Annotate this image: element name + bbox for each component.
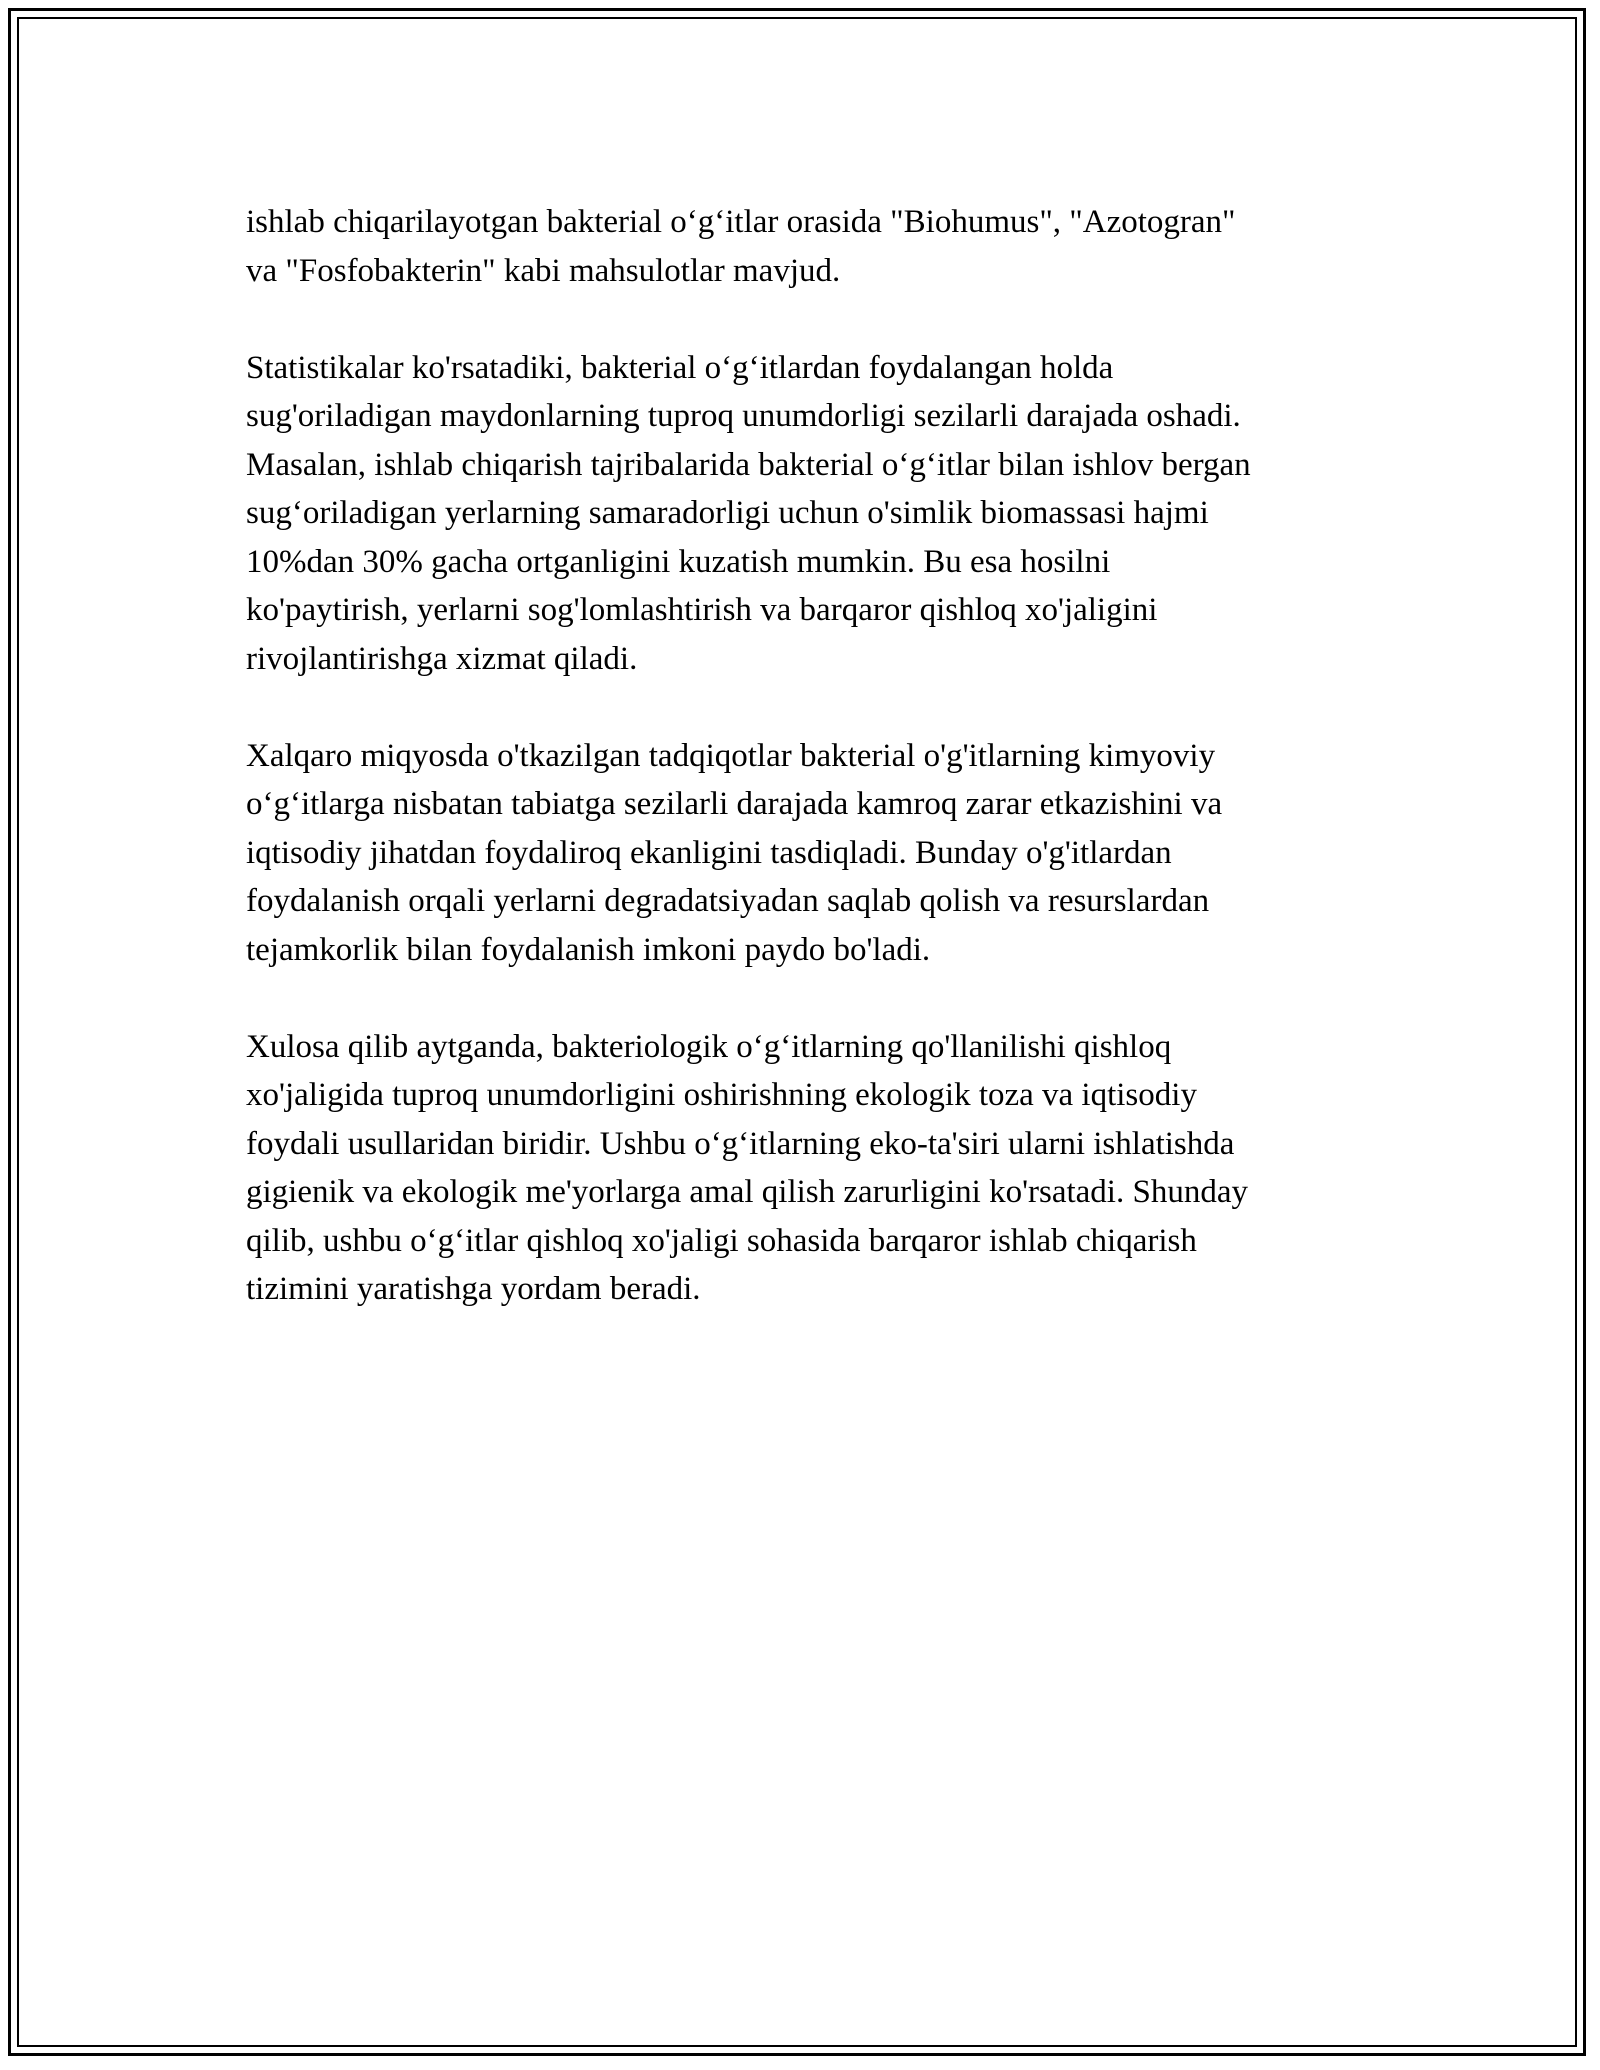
- paragraph-international-research: Xalqaro miqyosda o'tkazilgan tadqiqotlar bakterial o'g'itlarning kimyoviy o‘g‘itlarga nisbatan tabiatga sezilarli darajada kamroq zarar etkazishini va iqtisodiy jihatdan foydaliroq ekanligini tasdiqladi. Bunday o'g'itlardan foydalanish orqali yerlarni degradatsiyadan saqlab qolish va resurslardan tejamkorlik bilan foydalanish imkoni paydo bo'ladi.: [246, 737, 1223, 968]
- document-body: [246, 198, 1381, 1314]
- paragraph-products: ishlab chiqarilayotgan bakterial o‘g‘itlar orasida "Biohumus", "Azotogran" va "Fosfobakterin" kabi mahsulotlar mavjud.: [246, 204, 1236, 289]
- paragraph-statistics: Statistikalar ko'rsatadiki, bakterial o‘g‘itlardan foydalangan holda sug'oriladigan maydonlarning tuproq unumdorligi sezilarli darajada oshadi. Masalan, ishlab chiqarish tajribalarida bakterial o‘g‘itlar bilan ishlov bergan sug‘oriladigan yerlarning samaradorligi uchun o'simlik biomassasi hajmi 10%dan 30% gacha ortganligini kuzatish mumkin. Bu esa hosilni ko'paytirish, yerlarni sog'lomlashtirish va barqaror qishloq xo'jaligini rivojlantirishga xizmat qiladi.: [246, 349, 1251, 677]
- page-frame: [8, 8, 1586, 2056]
- paragraph-conclusion: Xulosa qilib aytganda, bakteriologik o‘g‘itlarning qo'llanilishi qishloq xo'jaligida tuproq unumdorligini oshirishning ekologik toza va iqtisodiy foydali usullaridan biridir. Ushbu o‘g‘itlarning eko-ta'siri ularni ishlatishda gigienik va ekologik me'yorlarga amal qilish zarurligini ko'rsatadi. Shunday qilib, ushbu o‘g‘itlar qishloq xo'jaligi sohasida barqaror ishlab chiqarish tizimini yaratishga yordam beradi.: [246, 1028, 1248, 1307]
